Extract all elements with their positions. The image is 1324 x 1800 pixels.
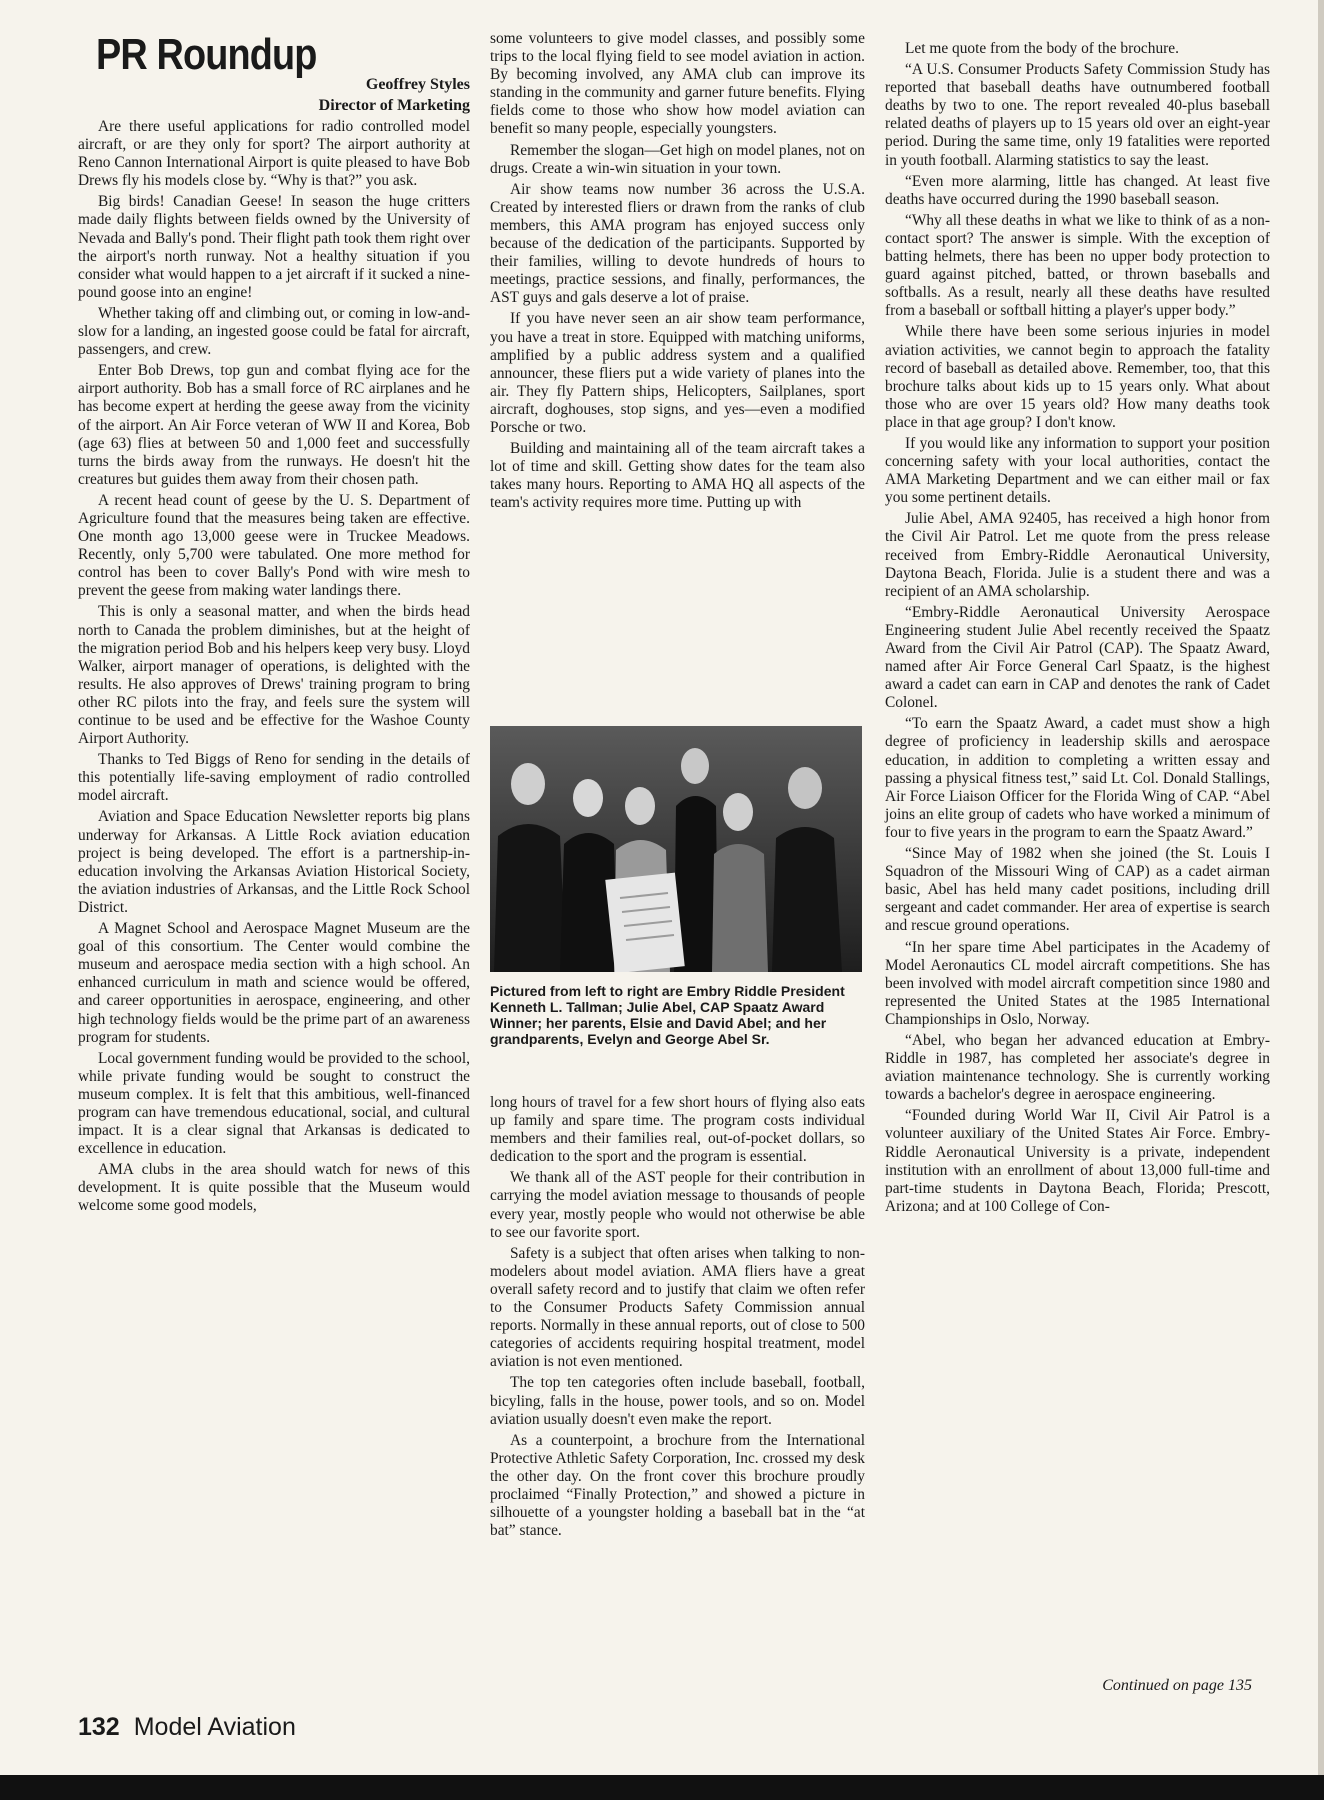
paragraph: As a counterpoint, a brochure from the International Protective Athletic Safety Corporation, Inc. crossed my desk the other day. On the front cover this brochure proudly proclaimed “Finally Protection,” and showed a picture in silhouette of a youngster holding a baseball bat in the “at bat” stance.: [490, 1431, 865, 1540]
author-name: Geoffrey Styles: [365, 76, 470, 93]
paragraph: A recent head count of geese by the U. S. Department of Agriculture found that the measures being taken are effective. One month ago 13,000 geese were in Truckee Meadows. Recently, only 5,700 were tabulated. One more method for control has been to cover Bally's Pond with wire mesh to prevent the geese from making water landings there.: [78, 491, 470, 600]
paragraph: “Embry-Riddle Aeronautical University Aerospace Engineering student Julie Abel recently received the Spaatz Award from the Civil Air Patrol (CAP). The Spaatz Award, named after Air Force General Carl Spaatz, is the highest award a cadet can earn in CAP and denotes the rank of Cadet Colonel.: [885, 603, 1270, 712]
column-2: [490, 30, 865, 515]
paragraph: “In her spare time Abel participates in the Academy of Model Aeronautics CL model aircraft competitions. She has been involved with model aircraft competition since 1980 and represented the United States at the 1985 International Championships in Oslo, Norway.: [885, 938, 1270, 1028]
paragraph: Enter Bob Drews, top gun and combat flying ace for the airport authority. Bob has a small force of RC airplanes and he has become expert at herding the geese away from the vicinity of the airport. An Air Force veteran of WW II and Korea, Bob (age 63) flies at between 50 and 1,000 feet and successfully turns the birds away from the runways. He doesn't hit the creatures but guides them away from their chosen path.: [78, 362, 470, 488]
paragraph: “Founded during World War II, Civil Air Patrol is a volunteer auxiliary of the United States Air Force. Embry-Riddle Aeronautical University is a private, independent institution with an enrollment of about 13,000 full-time and part-time students in Daytona Beach, Florida; Prescott, Arizona; and at 100 College of Con-: [885, 1107, 1270, 1215]
paragraph: Building and maintaining all of the team aircraft takes a lot of time and skill. Getting show dates for the team also takes many hours. Reporting to AMA HQ all aspects of the team's activity requires more time. Putting up with: [490, 440, 865, 512]
paragraph: Julie Abel, AMA 92405, has received a high honor from the Civil Air Patrol. Let me quote from the press release received from Embry-Riddle Aeronautical University, Daytona Beach, Florida. Julie is a student there and was a recipient of an AMA scholarship.: [885, 510, 1270, 600]
article-title: PR Roundup: [96, 30, 317, 79]
photo-caption: Pictured from left to right are Embry Riddle President Kenneth L. Tallman; Julie Abel, CAP Spaatz Award Winner; her parents, Elsie and David Abel; and her grandparents, Evelyn and George Abel Sr.: [490, 983, 845, 1047]
paragraph: Whether taking off and climbing out, or coming in low-and-slow for a landing, an ingested goose could be fatal for aircraft, passengers, and crew.: [78, 304, 470, 359]
column-3: [885, 40, 1270, 1219]
paragraph: If you have never seen an air show team performance, you have a treat in store. Equipped with matching uniforms, amplified by a public address system and a qualified announcer, these fliers put a wide variety of planes into the air. They fly Pattern ships, Helicopters, Sailplanes, sport aircraft, doghouses, stop signs, and yes—even a modified Porsche or two.: [490, 310, 865, 436]
photo-illustration: [490, 726, 862, 972]
paragraph: If you would like any information to support your position concerning safety with your local authorities, contact the AMA Marketing Department and we can either mail or fax you some pertinent details.: [885, 434, 1270, 507]
page-number: 132: [78, 1713, 120, 1741]
paragraph: This is only a seasonal matter, and when the birds head north to Canada the problem diminishes, but at the height of the migration period Bob and his helpers keep very busy. Lloyd Walker, airport manager of operations, is delighted with the results. He also approves of Drews' training program to bring other RC pilots into the fray, and feels sure the system will continue to be used and be effective for the Washoe County Airport Authority.: [78, 603, 470, 748]
paragraph: long hours of travel for a few short hours of flying also eats up family and spare time. The program costs individual members and their families real, out-of-pocket dollars, so dedication to the sport and the program is essential.: [490, 1094, 865, 1166]
paragraph: AMA clubs in the area should watch for news of this development. It is quite possible that the Museum would welcome some good models,: [78, 1161, 470, 1215]
paragraph: Thanks to Ted Biggs of Reno for sending in the details of this potentially life-saving employment of radio controlled model aircraft.: [78, 751, 470, 805]
paragraph: Are there useful applications for radio controlled model aircraft, or are they only for sport? The airport authority at Reno Cannon International Airport is quite pleased to have Bob Drews fly his models close by. “Why is that?” you ask.: [78, 118, 470, 190]
paragraph: A Magnet School and Aerospace Magnet Museum are the goal of this consortium. The Center would combine the museum and aerospace media section with a high school. An enhanced curriculum in math and science would be offered, and career opportunities in aerospace, engineering, and other high technology fields would be the prime part of an awareness program for students.: [78, 920, 470, 1046]
paragraph: “Abel, who began her advanced education at Embry-Riddle in 1987, has completed her associate's degree in aviation maintenance technology. She is currently working towards a bachelor's degree in aerospace engineering.: [885, 1031, 1270, 1104]
page-footer: [78, 1713, 296, 1742]
paragraph: “Since May of 1982 when she joined (the St. Louis I Squadron of the Missouri Wing of CAP) as a cadet airman basic, Abel has held many cadet positions, including drill sergeant and cadet commander. Her area of expertise is search and rescue ground operations.: [885, 845, 1270, 935]
paragraph: Let me quote from the body of the brochure.: [905, 40, 1179, 57]
paragraph: “Even more alarming, little has changed. At least five deaths have occurred during the 1990 baseball season.: [885, 172, 1270, 208]
paragraph: “A U.S. Consumer Products Safety Commission Study has reported that baseball deaths have outnumbered football deaths by two to one. The report revealed 40-plus baseball related deaths of players up to 15 years old over an eight-year period. During the same time, only 19 fatalities were reported in youth football. Alarming statistics to say the least.: [885, 61, 1270, 169]
paragraph: We thank all of the AST people for their contribution in carrying the model aviation message to thousands of people every year, mostly people who would not otherwise be able to see our favorite sport.: [490, 1169, 865, 1241]
column-2-continued: [490, 1094, 865, 1543]
column-1: [78, 118, 470, 1219]
paragraph: Aviation and Space Education Newsletter reports big plans underway for Arkansas. A Little Rock aviation education project is being developed. The effort is a partnership-in-education involving the Arkansas Aviation Historical Society, the aviation industries of Arkansas, and the Little Rock School District.: [78, 808, 470, 916]
group-photo: [490, 726, 862, 972]
paragraph: Big birds! Canadian Geese! In season the huge critters made daily flights between fields owned by the University of Nevada and Bally's pond. Their flight path took them right over the airport's north runway. Not a healthy situation if you consider what would happen to a jet aircraft if it sucked a nine-pound goose into an engine!: [78, 193, 470, 301]
paragraph: “To earn the Spaatz Award, a cadet must show a high degree of proficiency in leadership skills and aerospace education, in addition to completing a written essay and passing a physical fitness test,” said Lt. Col. Donald Stallings, Air Force Liaison Officer for the Florida Wing of CAP. “Abel joins an elite group of cadets who have worked a minimum of four to five years in the program to earn the Spaatz Award.”: [885, 715, 1270, 841]
paragraph: Remember the slogan—Get high on model planes, not on drugs. Create a win-win situation in your town.: [490, 141, 865, 177]
paragraph: While there have been some serious injuries in model aviation activities, we cannot begin to approach the fatality record of baseball as detailed above. Remember, too, that this brochure talks about kids up to 15 years only. What about those who are over 15 years old? How many deaths took place in that age group? I don't know.: [885, 323, 1270, 431]
continued-note: Continued on page 135: [1102, 1677, 1252, 1694]
paragraph: Safety is a subject that often arises when talking to non-modelers about model aviation. AMA fliers have a great overall safety record and to justify that claim we often refer to the Consumer Products Safety Commission annual reports. Normally in these annual reports, out of close to 500 categories of accidents requiring hospital treatment, model aviation is not even mentioned.: [490, 1244, 865, 1371]
paragraph: “Why all these deaths in what we like to think of as a non-contact sport? The answer is simple. With the exception of batting helmets, there has been no upper body protection to guard against pitched, batted, or thrown baseballs and softballs. As a result, nearly all these deaths have resulted from a baseball or softball hitting a player's upper body.”: [885, 211, 1270, 320]
author-title: Director of Marketing: [318, 97, 470, 114]
page-edge: [1318, 0, 1324, 1775]
publication-name: Model Aviation: [133, 1713, 296, 1741]
paragraph: The top ten categories often include baseball, football, bicyling, falls in the house, power tools, and so on. Model aviation usually doesn't even make the report.: [490, 1374, 865, 1428]
scan-border: [0, 1775, 1324, 1800]
paragraph: Local government funding would be provided to the school, while private funding would be sought to construct the museum complex. It is felt that this ambitious, well-financed program can have tremendous educational, social, and cultural impact. It is a clear signal that Arkansas is dedicated to excellence in education.: [78, 1049, 470, 1158]
paragraph: Air show teams now number 36 across the U.S.A. Created by interested fliers or drawn from the ranks of club members, this AMA program has enjoyed success only because of the dedication of the participants. Supported by their families, willing to devote hundreds of hours to meetings, practice sessions, and finally, performances, the AST guys and gals deserve a lot of praise.: [490, 180, 865, 307]
byline: [170, 74, 470, 116]
paragraph: some volunteers to give model classes, and possibly some trips to the local flying field to see model aviation in action. By becoming involved, any AMA club can improve its standing in the community and garner future benefits. Flying fields come to those who show how model aviation can benefit so many people, especially youngsters.: [490, 30, 865, 138]
